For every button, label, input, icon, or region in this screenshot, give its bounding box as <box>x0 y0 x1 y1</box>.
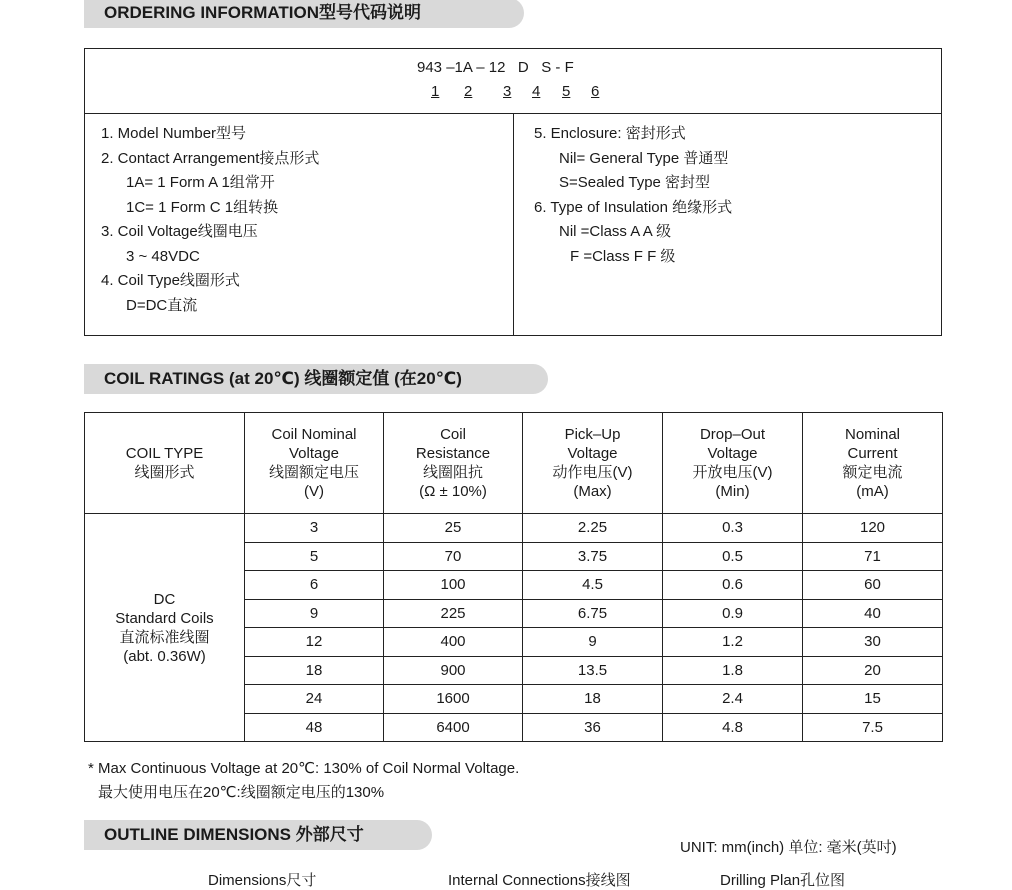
header-resistance: Coil Resistance 线圈阻抗 (Ω ± 10%) <box>384 413 523 514</box>
footnote-english: * Max Continuous Voltage at 20℃: 130% of Coil Normal Voltage. <box>88 760 520 777</box>
header-nominal-current: Nominal Current 额定电流 (mA) <box>803 413 943 514</box>
code-index-2: 2 <box>464 83 473 100</box>
table-cell: 0.9 <box>663 599 803 628</box>
table-cell: 15 <box>803 685 943 714</box>
part-code: 943 –1A – 12 D S - F <box>417 59 574 76</box>
table-cell: 7.5 <box>803 713 943 742</box>
table-cell: 12 <box>245 628 384 657</box>
table-cell: 30 <box>803 628 943 657</box>
table-cell: 120 <box>803 514 943 543</box>
model-number-line: 1. Model Number型号 <box>101 125 247 142</box>
outline-dimensions-heading: OUTLINE DIMENSIONS 外部尺寸 <box>84 820 432 850</box>
table-cell: 24 <box>245 685 384 714</box>
table-cell: 40 <box>803 599 943 628</box>
header-pickup-voltage: Pick–Up Voltage 动作电压(V) (Max) <box>523 413 663 514</box>
table-cell: 6400 <box>384 713 523 742</box>
table-cell: 9 <box>245 599 384 628</box>
table-cell: 100 <box>384 571 523 600</box>
header-coil-type: COIL TYPE 线圈形式 <box>85 413 245 514</box>
table-cell: 6 <box>245 571 384 600</box>
table-cell: 70 <box>384 542 523 571</box>
table-cell: 36 <box>523 713 663 742</box>
voltage-range-line: 3 ~ 48VDC <box>126 247 200 265</box>
header-nominal-voltage: Coil Nominal Voltage 线圈额定电压 (V) <box>245 413 384 514</box>
coil-voltage-line: 3. Coil Voltage线圈电压 <box>101 223 258 240</box>
table-cell: 48 <box>245 713 384 742</box>
table-cell: 4.5 <box>523 571 663 600</box>
sealed-type-line: S=Sealed Type 密封型 <box>559 174 711 191</box>
code-index-5: 5 <box>562 83 571 100</box>
connections-subheading: Internal Connections接线图 <box>448 872 631 889</box>
table-cell: 2.25 <box>523 514 663 543</box>
coil-type-line: 4. Coil Type线圈形式 <box>101 272 240 289</box>
table-cell: 400 <box>384 628 523 657</box>
enclosure-line: 5. Enclosure: 密封形式 <box>534 125 686 142</box>
table-cell: 9 <box>523 628 663 657</box>
table-cell: 3 <box>245 514 384 543</box>
class-a-line: Nil =Class A A 级 <box>559 223 672 240</box>
class-f-line: F =Class F F 级 <box>570 247 676 265</box>
general-type-line: Nil= General Type 普通型 <box>559 149 729 167</box>
coil-type-cell: DC Standard Coils 直流标准线圈 (abt. 0.36W) <box>85 514 245 742</box>
column-divider <box>513 113 514 335</box>
table-cell: 1.8 <box>663 656 803 685</box>
dimensions-subheading: Dimensions尺寸 <box>208 872 317 889</box>
part-code-row <box>85 49 941 114</box>
coil-ratings-table <box>84 412 943 742</box>
table-cell: 60 <box>803 571 943 600</box>
table-cell: 0.5 <box>663 542 803 571</box>
table-cell: 3.75 <box>523 542 663 571</box>
table-cell: 18 <box>245 656 384 685</box>
table-row <box>85 514 943 543</box>
table-cell: 13.5 <box>523 656 663 685</box>
code-index-3: 3 <box>503 83 512 100</box>
table-cell: 71 <box>803 542 943 571</box>
form-a-line: 1A= 1 Form A 1组常开 <box>126 174 275 191</box>
ordering-info-left <box>101 122 319 318</box>
header-dropout-voltage: Drop–Out Voltage 开放电压(V) (Min) <box>663 413 803 514</box>
table-cell: 1.2 <box>663 628 803 657</box>
code-index-6: 6 <box>591 83 600 100</box>
code-index-4: 4 <box>532 83 541 100</box>
table-cell: 5 <box>245 542 384 571</box>
table-header-row <box>85 413 943 514</box>
table-cell: 20 <box>803 656 943 685</box>
table-cell: 6.75 <box>523 599 663 628</box>
unit-label: UNIT: mm(inch) 单位: 毫米(英吋) <box>680 839 897 856</box>
ordering-info-heading: ORDERING INFORMATION型号代码说明 <box>84 0 524 28</box>
table-cell: 225 <box>384 599 523 628</box>
ordering-info-right <box>534 122 732 269</box>
table-cell: 2.4 <box>663 685 803 714</box>
code-index-1: 1 <box>431 83 440 100</box>
table-cell: 900 <box>384 656 523 685</box>
drilling-plan-subheading: Drilling Plan孔位图 <box>720 872 846 889</box>
contact-arrangement-line: 2. Contact Arrangement接点形式 <box>101 149 320 167</box>
table-cell: 4.8 <box>663 713 803 742</box>
ordering-info-box <box>84 48 942 336</box>
coil-ratings-heading: COIL RATINGS (at 20℃) 线圈额定值 (在20℃) <box>84 364 548 394</box>
footnote <box>88 757 519 805</box>
dc-line: D=DC直流 <box>126 296 198 314</box>
table-cell: 25 <box>384 514 523 543</box>
footnote-chinese: 最大使用电压在20℃:线圈额定电压的130% <box>98 784 385 801</box>
table-cell: 0.6 <box>663 571 803 600</box>
form-c-line: 1C= 1 Form C 1组转换 <box>126 198 279 216</box>
table-cell: 0.3 <box>663 514 803 543</box>
table-cell: 1600 <box>384 685 523 714</box>
insulation-line: 6. Type of Insulation 绝缘形式 <box>534 198 733 216</box>
table-cell: 18 <box>523 685 663 714</box>
